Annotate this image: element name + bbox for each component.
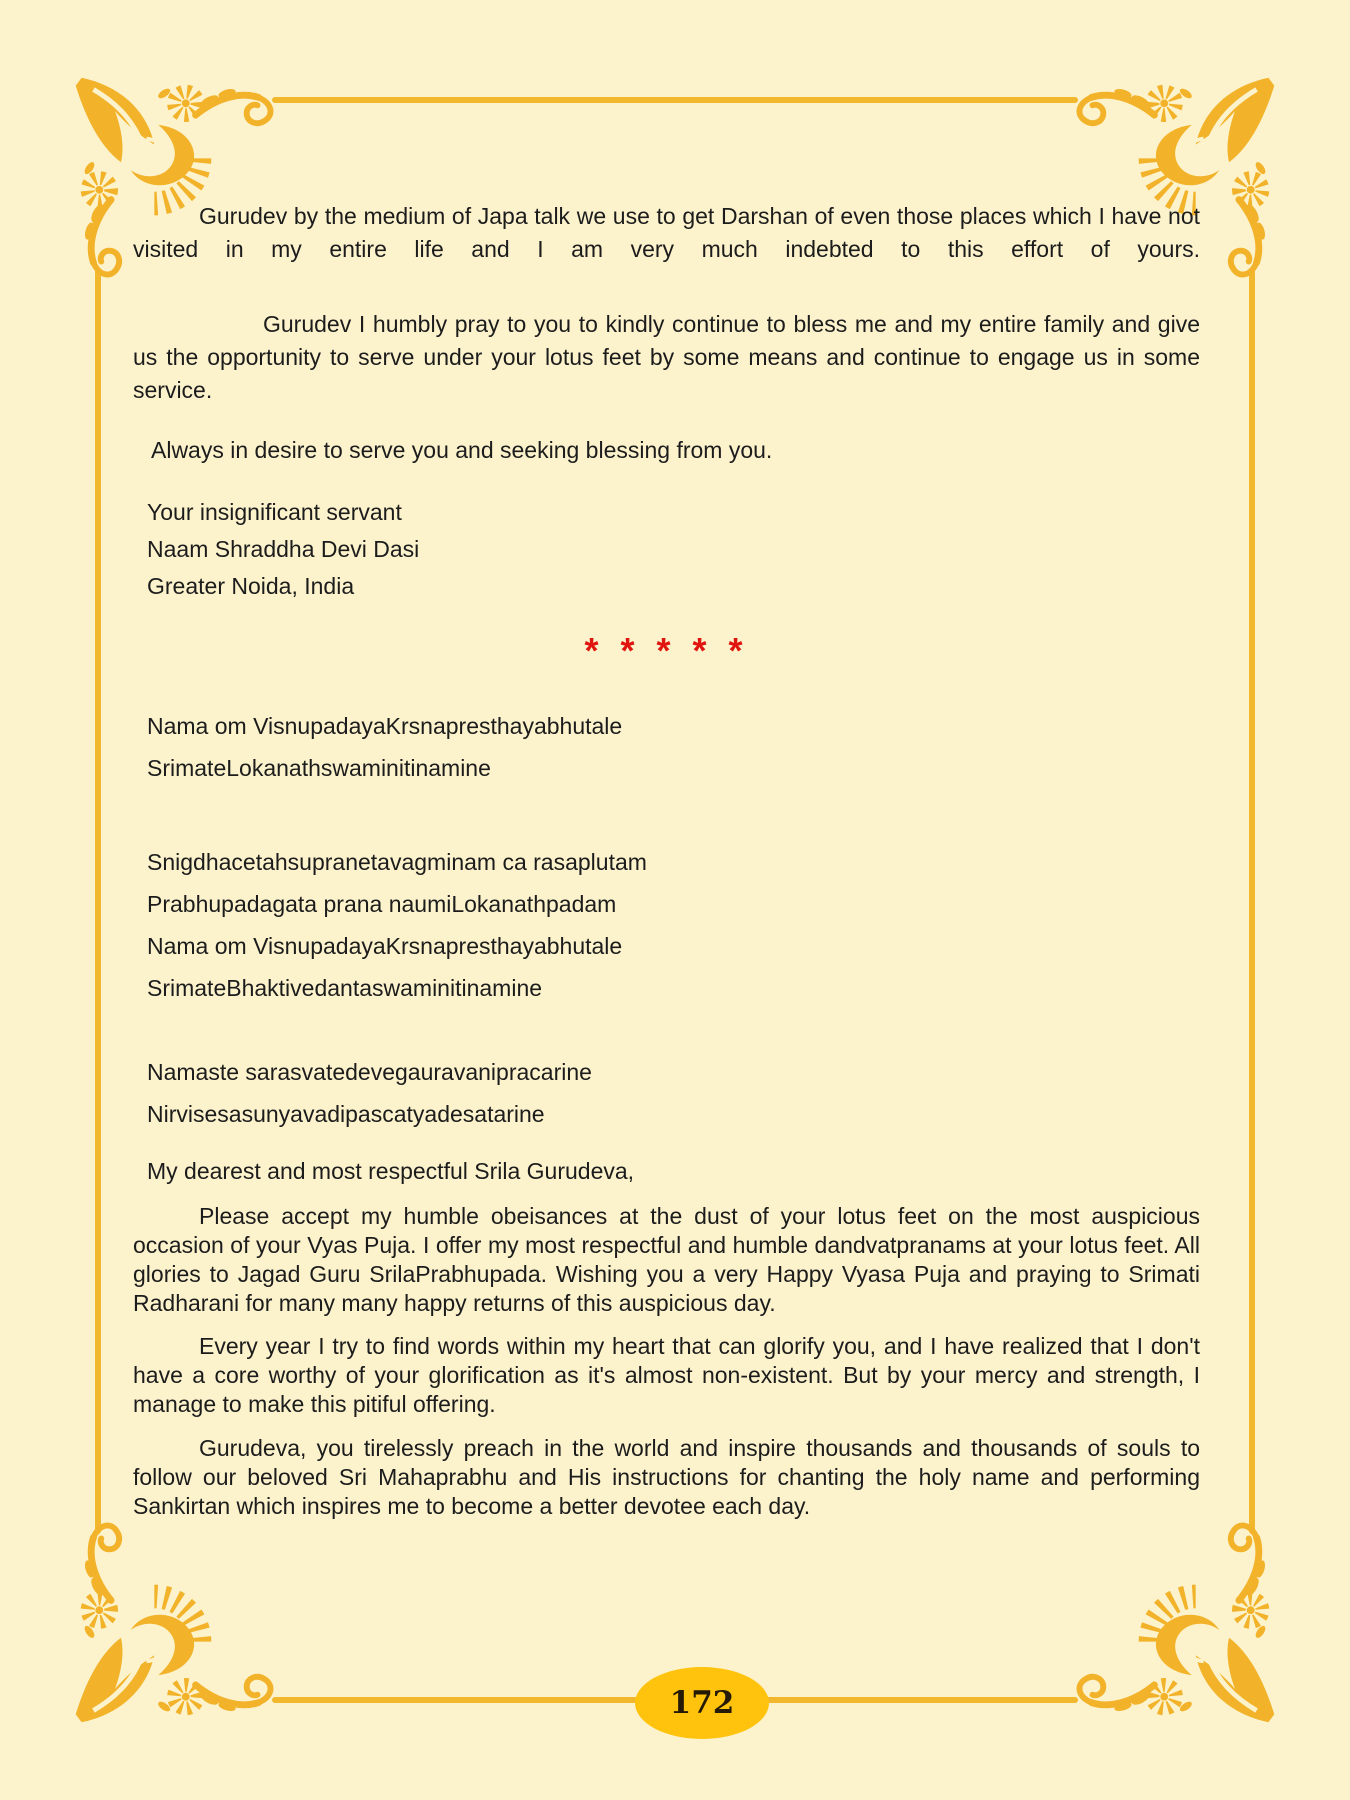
mantra1-line-1: Nama om VisnupadayaKrsnapresthayabhutale [147,713,623,739]
letter1-paragraph-2: Gurudev I humbly pray to you to kindly continue to bless me and my entire family and give us the opportunity to serve under your lotus feet by some means and continue to engage us in some service. [133,311,1200,403]
mantra2-line-3: Nama om VisnupadayaKrsnapresthayabhutale [147,933,623,959]
mantra3-line-2: Nirvisesasunyavadipascatyadesatarine [147,1101,545,1127]
frame-top-line [272,97,1078,103]
page-number-badge [635,1667,769,1739]
letter2-paragraph-3: Gurudeva, you tirelessly preach in the world and inspire thousands and thousands of souls to follow our beloved Sri Mahaprabhu and His instructions for chanting the holy name and performing Sankirtan which inspires me to become a better devotee each day. [133,1435,1200,1519]
mantra2-line-2: Prabhupadagata prana naumiLokanathpadam [147,891,617,917]
signoff-line-name: Naam Shraddha Devi Dasi [147,536,420,562]
mantra2-line-1: Snigdhacetahsupranetavagminam ca rasaplutam [147,849,647,875]
page-number: 172 [669,1685,735,1721]
frame-right-line [1249,268,1255,1534]
mantra3-line-1: Namaste sarasvatedevegauravanipracarine [147,1059,592,1085]
asterisk-divider: * * * * * [584,630,749,671]
signoff-line-servant: Your insignificant servant [147,499,402,525]
corner-ornament-bottom-left-icon [60,1510,286,1736]
letter2-paragraph-2: Every year I try to find words within my heart that can glorify you, and I have realized that I don't have a core worthy of your glorification as it's almost non-existent. But by your mercy and strength, I manage to make this pitiful offering. [133,1333,1200,1417]
mantra2-line-4: SrimateBhaktivedantaswaminitinamine [147,975,543,1001]
frame-left-line [95,268,101,1534]
corner-ornament-bottom-right-icon [1064,1510,1290,1736]
letter1-paragraph-1: Gurudev by the medium of Japa talk we use to get Darshan of even those places which I have not visited in my entire life and I am very much indebted to this effort of yours. [133,203,1200,262]
mantra1-line-2: SrimateLokanathswaminitinamine [147,755,491,781]
signoff-line-place: Greater Noida, India [147,573,355,599]
letter2-paragraph-1: Please accept my humble obeisances at the dust of your lotus feet on the most auspicious occasion of your Vyas Puja. I offer my most respectful and humble dandvatpranams at your lotus feet. All glories to Jagad Guru SrilaPrabhupada. Wishing you a very Happy Vyasa Puja and praying to Srimati Radharani for many many happy returns of this auspicious day. [133,1203,1200,1316]
letter-content [133,200,1200,1521]
letter2-salutation: My dearest and most respectful Srila Gurudeva, [147,1158,635,1184]
letter1-closing-line: Always in desire to serve you and seeking blessing from you. [151,437,773,463]
